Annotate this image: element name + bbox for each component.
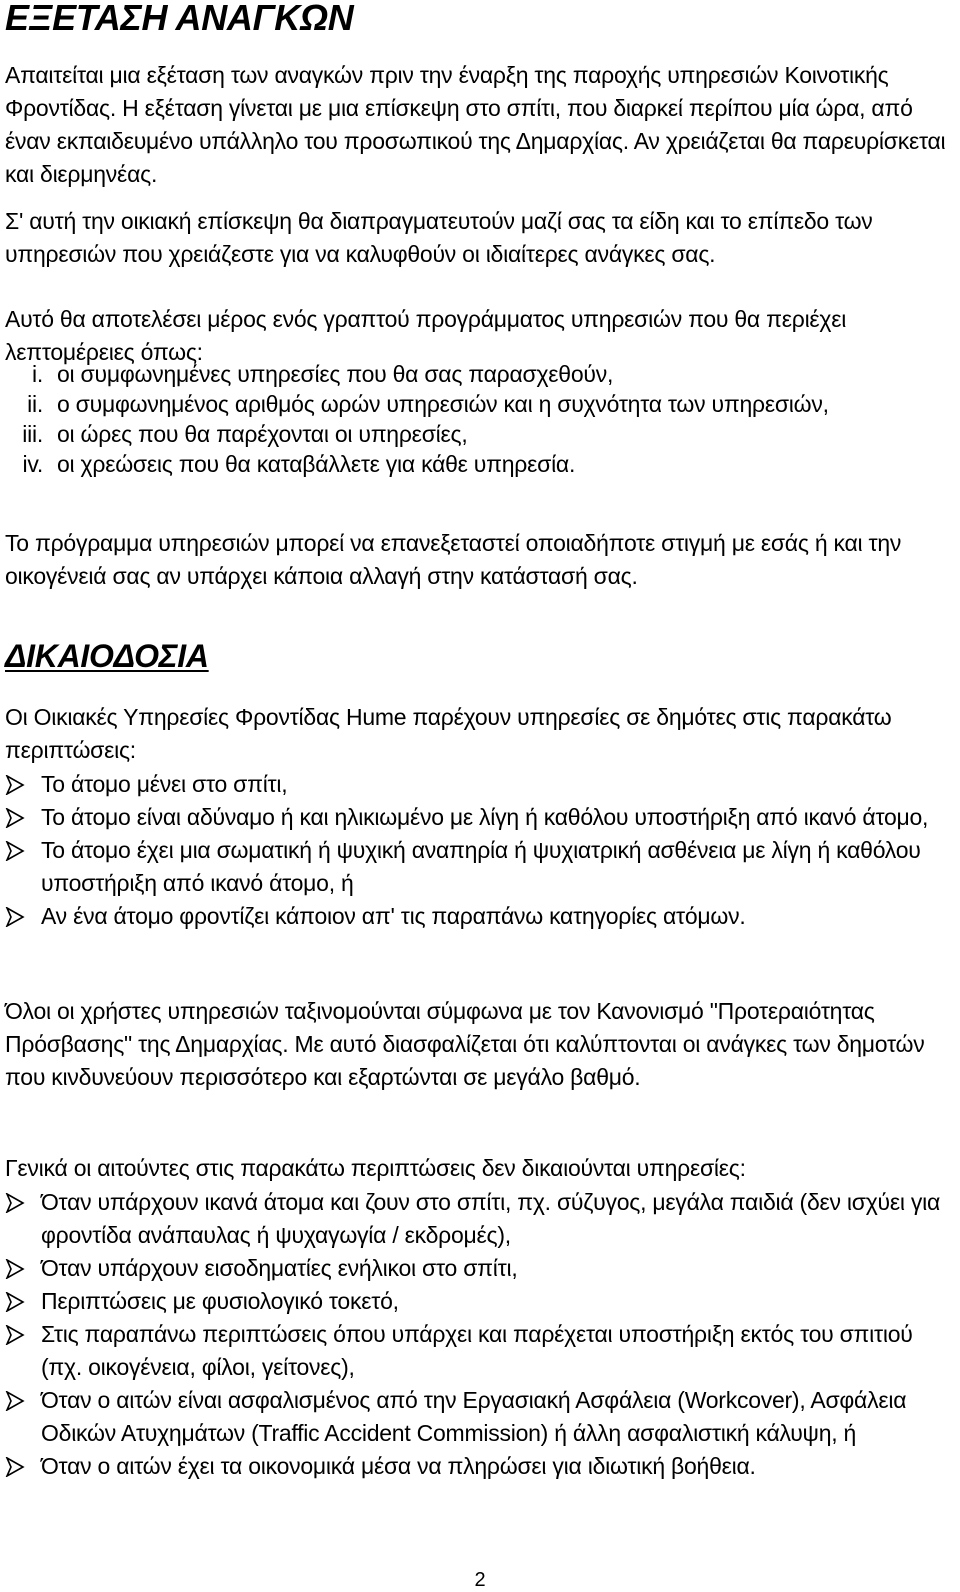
list-item-text: Το άτομο μένει στο σπίτι, [41,771,288,797]
list-item [5,768,950,801]
list-item [5,1450,950,1483]
exclusions-intro: Γενικά οι αιτούντες στις παρακάτω περιπτώσεις δεν δικαιούνται υπηρεσίες: [5,1155,746,1181]
eligibility-heading: ΔΙΚΑΙΟΔΟΣΙΑ [5,638,209,674]
service-details-list [5,359,950,479]
page-number: 2 [474,1569,486,1591]
assessment-heading: ΕΞΕΤΑΣΗ ΑΝΑΓΚΩΝ [5,0,354,38]
list-item-text: οι συμφωνημένες υπηρεσίες που θα σας παρασχεθούν, [57,361,614,387]
list-item-text: Το άτομο είναι αδύναμο ή και ηλικιωμένο με λίγη ή καθόλου υποστήριξη από ικανό άτομο, [41,804,929,830]
list-item-number: i. [32,361,43,387]
list-item [5,801,950,834]
list-item [5,449,950,479]
arrowhead-bullet-icon [5,808,25,828]
arrowhead-bullet-icon [5,1391,25,1411]
assessment-paragraph-4: Το πρόγραμμα υπηρεσιών μπορεί να επανεξεταστεί οποιαδήποτε στιγμή με εσάς ή και την οικογένειά σας αν υπάρχει κάποια αλλαγή στην κατάστασή σας. [5,530,902,589]
list-item-number: ii. [27,391,43,417]
list-item-number: iv. [22,451,43,477]
arrowhead-bullet-icon [5,1259,25,1279]
list-item [5,419,950,449]
list-item [5,1285,950,1318]
eligibility-intro: Οι Οικιακές Υπηρεσίες Φροντίδας Hume παρέχουν υπηρεσίες σε δημότες στις παρακάτω περιπτώσεις: [5,704,892,763]
list-item-text: Όταν υπάρχουν εισοδηματίες ενήλικοι στο σπίτι, [41,1255,518,1281]
list-item [5,1252,950,1285]
list-item-text: Όταν ο αιτών έχει τα οικονομικά μέσα να πληρώσει για ιδιωτική βοήθεια. [41,1453,756,1479]
list-item-text: Στις παραπάνω περιπτώσεις όπου υπάρχει και παρέχεται υποστήριξη εκτός του σπιτιού (πχ. οικογένεια, φίλοι, γείτονες), [41,1321,913,1380]
list-item-text: Το άτομο έχει μια σωματική ή ψυχική αναπηρία ή ψυχιατρική ασθένεια με λίγη ή καθόλου υποστήριξη από ικανό άτομο, ή [41,837,921,896]
list-item-text: Αν ένα άτομο φροντίζει κάποιον απ' τις παραπάνω κατηγορίες ατόμων. [41,903,746,929]
list-item-text: Περιπτώσεις με φυσιολογικό τοκετό, [41,1288,399,1314]
list-item-text: Όταν ο αιτών είναι ασφαλισμένος από την Εργασιακή Ασφάλεια (Workcover), Ασφάλεια Οδικών Ατυχημάτων (Traffic Accident Commission) ή άλλη ασφαλιστική κάλυψη, ή [41,1387,907,1446]
list-item-text: οι ώρες που θα παρέχονται οι υπηρεσίες, [57,421,468,447]
list-item-number: iii. [22,421,43,447]
list-item [5,389,950,419]
priority-paragraph: Όλοι οι χρήστες υπηρεσιών ταξινομούνται σύμφωνα με τον Κανονισμό "Προτεραιότητας Πρόσβασης" της Δημαρχίας. Με αυτό διασφαλίζεται ότι καλύπτονται οι ανάγκες των δημοτών που κινδυνεύουν περισσότερο και εξαρτώνται σε μεγάλο βαθμό. [5,998,925,1090]
list-item-text: οι χρεώσεις που θα καταβάλλετε για κάθε υπηρεσία. [57,451,576,477]
arrowhead-bullet-icon [5,1193,25,1213]
assessment-paragraph-1: Απαιτείται μια εξέταση των αναγκών πριν την έναρξη της παροχής υπηρεσιών Κοινοτικής Φροντίδας. Η εξέταση γίνεται με μια επίσκεψη στο σπίτι, που διαρκεί περίπου μία ώρα, από έναν εκπαιδευμένο υπάλληλο του προσωπικού της Δημαρχίας. Αν χρειάζεται θα παρευρίσκεται και διερμηνέας. [5,62,946,187]
list-item [5,834,950,900]
list-item [5,1318,950,1384]
list-item [5,1384,950,1450]
list-item [5,1186,950,1252]
eligibility-cases-list [5,768,950,933]
arrowhead-bullet-icon [5,1292,25,1312]
list-item [5,900,950,933]
list-item [5,359,950,389]
exclusions-list [5,1186,950,1483]
list-item-text: ο συμφωνημένος αριθμός ωρών υπηρεσιών και η συχνότητα των υπηρεσιών, [57,391,829,417]
arrowhead-bullet-icon [5,1457,25,1477]
list-item-text: Όταν υπάρχουν ικανά άτομα και ζουν στο σπίτι, πχ. σύζυγος, μεγάλα παιδιά (δεν ισχύει για φροντίδα ανάπαυλας ή ψυχαγωγία / εκδρομές), [41,1189,941,1248]
arrowhead-bullet-icon [5,907,25,927]
assessment-paragraph-3: Αυτό θα αποτελέσει μέρος ενός γραπτού προγράμματος υπηρεσιών που θα περιέχει λεπτομέρειες όπως: [5,306,847,365]
assessment-paragraph-2: Σ' αυτή την οικιακή επίσκεψη θα διαπραγματευτούν μαζί σας τα είδη και το επίπεδο των υπηρεσιών που χρειάζεστε για να καλυφθούν οι ιδιαίτερες ανάγκες σας. [5,208,873,267]
arrowhead-bullet-icon [5,1325,25,1345]
arrowhead-bullet-icon [5,775,25,795]
arrowhead-bullet-icon [5,841,25,861]
